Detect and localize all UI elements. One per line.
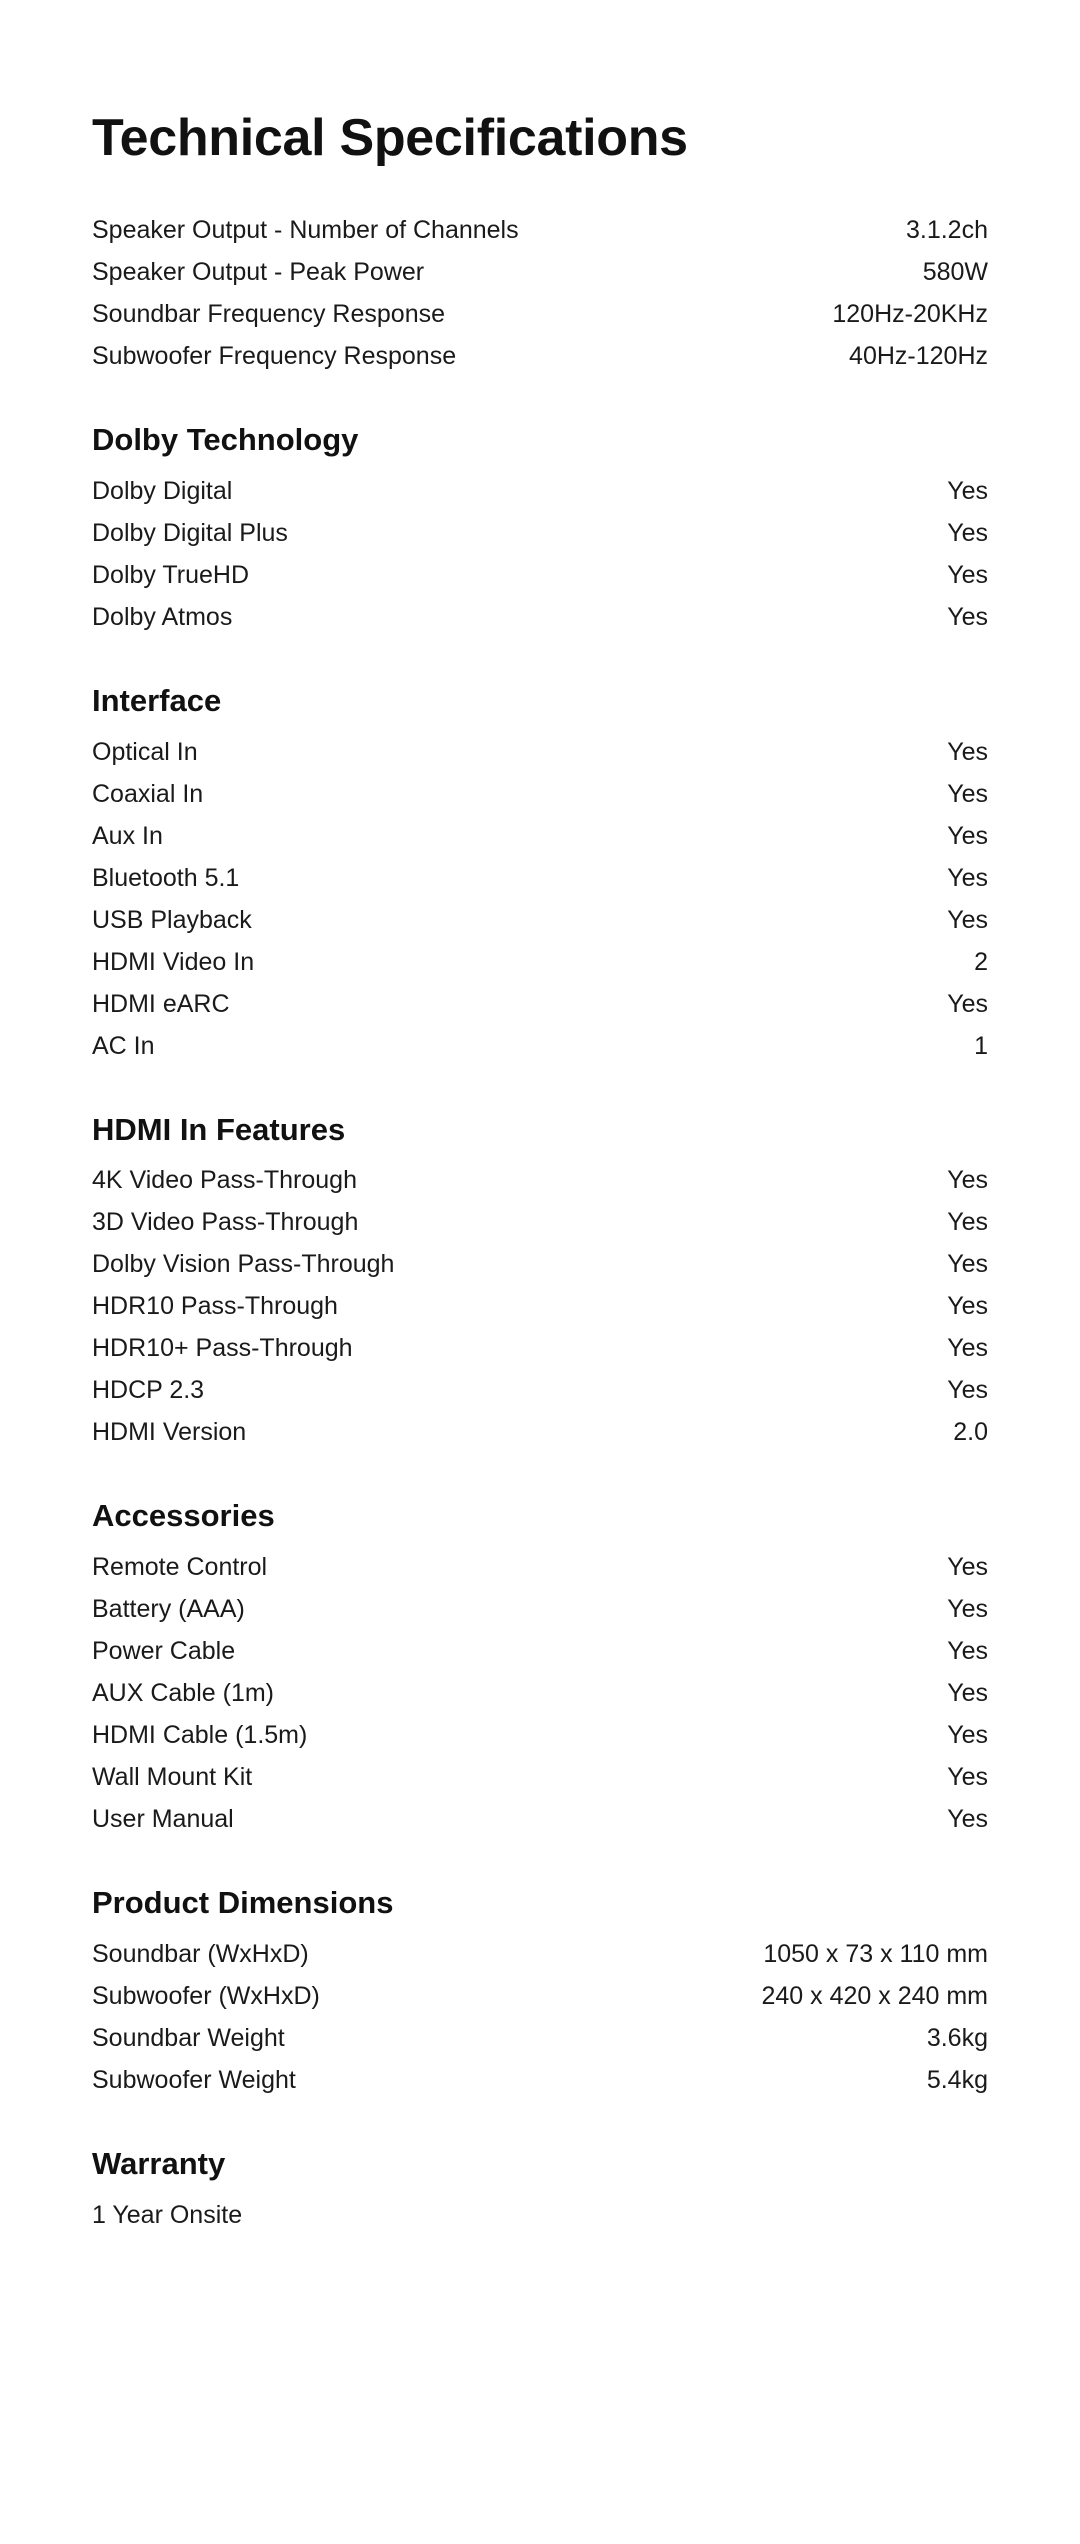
spec-label: HDCP 2.3 <box>92 1376 205 1405</box>
table-row <box>92 1243 988 1285</box>
spec-label: Bluetooth 5.1 <box>92 863 240 892</box>
spec-value: 240 x 420 x 240 mm <box>761 1981 988 2010</box>
spec-table <box>92 470 988 638</box>
spec-label: Aux In <box>92 821 163 850</box>
spec-sections <box>92 209 988 2236</box>
table-row <box>92 1672 988 1714</box>
spec-table <box>92 1546 988 1840</box>
spec-section <box>92 1497 988 1840</box>
table-row <box>92 1411 988 1453</box>
table-row <box>92 209 988 251</box>
spec-label: Dolby Atmos <box>92 602 233 631</box>
table-row <box>92 1588 988 1630</box>
spec-label: Coaxial In <box>92 779 204 808</box>
spec-label: Subwoofer Weight <box>92 2065 296 2094</box>
table-row <box>92 2017 988 2059</box>
spec-value: 580W <box>922 258 988 287</box>
table-row <box>92 1201 988 1243</box>
spec-label: Subwoofer Frequency Response <box>92 342 457 371</box>
table-row <box>92 1546 988 1588</box>
spec-value: Yes <box>947 1763 988 1792</box>
table-row <box>92 1025 988 1067</box>
spec-table <box>92 1933 988 2101</box>
section-heading: Product Dimensions <box>92 1885 394 1921</box>
spec-label: Soundbar Weight <box>92 2023 285 2052</box>
spec-label: Dolby TrueHD <box>92 560 249 589</box>
spec-value: 3.1.2ch <box>905 216 988 245</box>
spec-value: Yes <box>947 989 988 1018</box>
spec-value: 1050 x 73 x 110 mm <box>763 1939 988 1968</box>
table-row <box>92 596 988 638</box>
spec-value: 1 <box>974 1031 988 1060</box>
table-row <box>92 815 988 857</box>
table-row <box>92 899 988 941</box>
spec-value: Yes <box>947 1208 988 1237</box>
section-heading: Interface <box>92 682 222 718</box>
spec-table <box>92 2194 988 2236</box>
page-title: Technical Specifications <box>92 109 688 167</box>
spec-label: Remote Control <box>92 1553 268 1582</box>
table-row <box>92 1975 988 2017</box>
spec-label: USB Playback <box>92 905 252 934</box>
spec-value: Yes <box>947 737 988 766</box>
spec-label: 1 Year Onsite <box>92 2200 243 2229</box>
spec-label: HDMI Video In <box>92 947 255 976</box>
spec-label: HDR10+ Pass-Through <box>92 1334 353 1363</box>
table-row <box>92 983 988 1025</box>
table-row <box>92 857 988 899</box>
spec-label: HDMI Version <box>92 1418 247 1447</box>
table-row <box>92 512 988 554</box>
table-row <box>92 1630 988 1672</box>
spec-value: Yes <box>947 1166 988 1195</box>
spec-value: Yes <box>947 1805 988 1834</box>
table-row <box>92 1798 988 1840</box>
table-row <box>92 2194 988 2236</box>
spec-value: Yes <box>947 863 988 892</box>
spec-value: 40Hz-120Hz <box>849 342 988 371</box>
spec-value: 5.4kg <box>926 2065 988 2094</box>
spec-table <box>92 209 988 377</box>
table-row <box>92 941 988 983</box>
section-heading: HDMI In Features <box>92 1111 346 1147</box>
spec-value: Yes <box>947 476 988 505</box>
spec-value: Yes <box>947 1250 988 1279</box>
table-row <box>92 1714 988 1756</box>
spec-label: Power Cable <box>92 1637 236 1666</box>
table-row <box>92 554 988 596</box>
spec-value: Yes <box>947 1292 988 1321</box>
table-row <box>92 293 988 335</box>
spec-value: Yes <box>947 1553 988 1582</box>
spec-label: 4K Video Pass-Through <box>92 1166 357 1195</box>
table-row <box>92 470 988 512</box>
table-row <box>92 773 988 815</box>
spec-value: Yes <box>947 1376 988 1405</box>
section-heading: Accessories <box>92 1498 275 1534</box>
table-row <box>92 1933 988 1975</box>
spec-label: AUX Cable (1m) <box>92 1679 274 1708</box>
spec-label: Dolby Digital <box>92 476 233 505</box>
spec-label: Wall Mount Kit <box>92 1763 253 1792</box>
spec-section <box>92 2145 988 2236</box>
spec-label: Subwoofer (WxHxD) <box>92 1981 320 2010</box>
table-row <box>92 1285 988 1327</box>
table-row <box>92 335 988 377</box>
table-row <box>92 1369 988 1411</box>
spec-label: Soundbar Frequency Response <box>92 300 446 329</box>
table-row <box>92 2059 988 2101</box>
spec-value: 2 <box>974 947 988 976</box>
spec-label: AC In <box>92 1031 155 1060</box>
spec-table <box>92 1159 988 1453</box>
spec-value: Yes <box>947 1721 988 1750</box>
spec-label: Dolby Digital Plus <box>92 518 288 547</box>
spec-value: Yes <box>947 905 988 934</box>
spec-label: User Manual <box>92 1805 234 1834</box>
spec-label: Soundbar (WxHxD) <box>92 1939 309 1968</box>
table-row <box>92 1159 988 1201</box>
spec-value: Yes <box>947 1679 988 1708</box>
spec-value: Yes <box>947 1637 988 1666</box>
spec-section <box>92 209 988 377</box>
spec-section <box>92 1111 988 1454</box>
spec-value: Yes <box>947 560 988 589</box>
spec-section <box>92 682 988 1067</box>
spec-label: HDR10 Pass-Through <box>92 1292 338 1321</box>
table-row <box>92 1327 988 1369</box>
spec-value: 3.6kg <box>926 2023 988 2052</box>
spec-value: Yes <box>947 1595 988 1624</box>
spec-label: HDMI Cable (1.5m) <box>92 1721 308 1750</box>
spec-label: Dolby Vision Pass-Through <box>92 1250 395 1279</box>
spec-section <box>92 421 988 638</box>
spec-label: Battery (AAA) <box>92 1595 245 1624</box>
spec-label: Optical In <box>92 737 198 766</box>
section-heading: Dolby Technology <box>92 422 359 458</box>
spec-value: 120Hz-20KHz <box>832 300 988 329</box>
spec-label: HDMI eARC <box>92 989 230 1018</box>
table-row <box>92 251 988 293</box>
table-row <box>92 1756 988 1798</box>
spec-label: Speaker Output - Number of Channels <box>92 216 519 245</box>
spec-value: Yes <box>947 602 988 631</box>
spec-label: 3D Video Pass-Through <box>92 1208 359 1237</box>
table-row <box>92 731 988 773</box>
spec-section <box>92 1884 988 2101</box>
section-heading: Warranty <box>92 2145 226 2181</box>
spec-value: Yes <box>947 821 988 850</box>
spec-value: Yes <box>947 518 988 547</box>
spec-value: 2.0 <box>953 1418 988 1447</box>
spec-value: Yes <box>947 1334 988 1363</box>
spec-table <box>92 731 988 1067</box>
spec-label: Speaker Output - Peak Power <box>92 258 425 287</box>
spec-value: Yes <box>947 779 988 808</box>
